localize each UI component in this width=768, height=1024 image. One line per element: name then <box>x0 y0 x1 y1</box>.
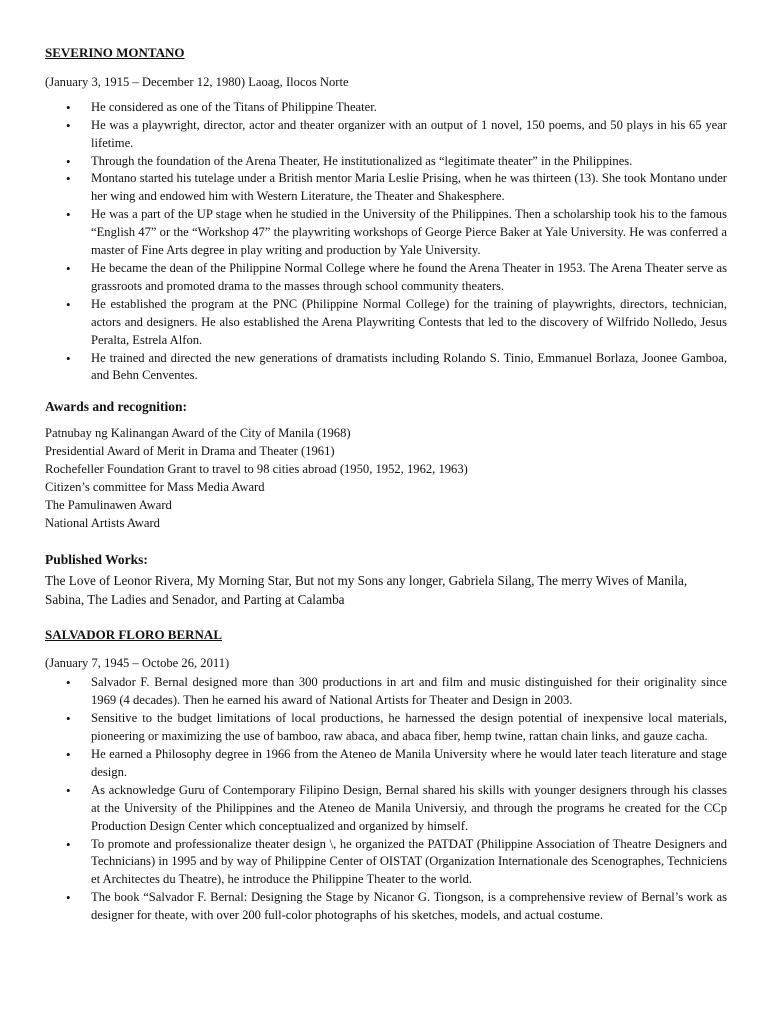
list-item: • Montano started his tutelage under a British mentor Maria Leslie Prising, when he was thirteen (13). She took Montano under her wing and endowed him with Western Literature, the Theater and Shakesphere. <box>91 170 727 206</box>
award-item: Rochefeller Foundation Grant to travel to 98 cities abroad (1950, 1952, 1962, 1963) <box>45 462 468 477</box>
list-item: • The book “Salvador F. Bernal: Designing the Stage by Nicanor G. Tiongson, is a comprehensive review of Bernal’s work as designer for theate, with over 200 full-color photographs of his sketches, models, and actual costume. <box>91 889 727 925</box>
bernal-dates: (January 7, 1945 – Octobe 26, 2011) <box>45 656 230 671</box>
list-item: • He earned a Philosophy degree in 1966 from the Ateneo de Manila University where he would later teach literature and stage design. <box>91 746 727 782</box>
montano-bullet-list <box>45 99 727 386</box>
award-item: Patnubay ng Kalinangan Award of the City of Manila (1968) <box>45 426 351 441</box>
published-works-heading: Published Works: <box>45 551 148 567</box>
section-title-bernal: SALVADOR FLORO BERNAL <box>45 626 222 642</box>
list-item: • He was a part of the UP stage when he studied in the University of the Philippines. Then a scholarship took his to the famous “English 47” or the “Workshop 47” the playwriting workshops of George Pierce Baker at Yale University. He was conferred a master of Fine Arts degree in play writing and production by Yale University. <box>91 206 727 260</box>
list-item: • To promote and professionalize theater design \, he organized the PATDAT (Philippine Association of Theatre Designers and Technicians) in 1995 and by way of Philippine Center of OISTAT (Organization Internationale des Scenographes, Techniciens et Architectes du Theatre), he introduce the Philippine Theater to the world. <box>91 836 727 890</box>
list-item: • He was a playwright, director, actor and theater organizer with an output of 1 novel, 150 poems, and 50 plays in his 65 year lifetime. <box>91 117 727 153</box>
list-item: • Through the foundation of the Arena Theater, He institutionalized as “legitimate theater” in the Philippines. <box>91 153 727 171</box>
document-page <box>45 44 727 925</box>
list-item: • He became the dean of the Philippine Normal College where he found the Arena Theater in 1953. The Arena Theater serve as grassroots and promoted drama to the masses through school community theaters. <box>91 260 727 296</box>
montano-dates: (January 3, 1915 – December 12, 1980) Laoag, Ilocos Norte <box>45 74 349 89</box>
section-title-montano: SEVERINO MONTANO <box>45 45 185 60</box>
awards-heading: Awards and recognition: <box>45 399 188 415</box>
list-item: • Sensitive to the budget limitations of local productions, he harnessed the design potential of inexpensive local materials, pioneering or maximizing the use of bamboo, raw abaca, and abaca fiber, hemp twine, rattan chain links, and gauze cacha. <box>91 710 727 746</box>
published-works-text: The Love of Leonor Rivera, My Morning Star, But not my Sons any longer, Gabriela Silang, The merry Wives of Manila, Sabina, The Ladies and Senador, and Parting at Calamba <box>45 572 688 607</box>
list-item: • He trained and directed the new generations of dramatists including Rolando S. Tinio, Emmanuel Borlaza, Joonee Gamboa, and Behn Cenventes. <box>91 350 727 386</box>
bernal-bullet-list <box>45 674 727 925</box>
awards-list <box>45 425 727 532</box>
list-item: • He established the program at the PNC (Philippine Normal College) for the training of playwrights, directors, technician, actors and designers. He also established the Arena Playwriting Contests that led to the discovery of Wilfrido Nolledo, Jesus Peralta, Estrela Alfon. <box>91 296 727 350</box>
award-item: Presidential Award of Merit in Drama and Theater (1961) <box>45 444 335 459</box>
list-item: • As acknowledge Guru of Contemporary Filipino Design, Bernal shared his skills with younger designers through his classes at the University of the Philippines and the Ateneo de Manila Universiy, and through the programs he created for the CCp Production Design Center which conceptualized and organized by himself. <box>91 782 727 836</box>
list-item: • Salvador F. Bernal designed more than 300 productions in art and film and music distinguished for their originality since 1969 (4 decades). Then he earned his award of National Artists for Theater and Design in 2003. <box>91 674 727 710</box>
award-item: National Artists Award <box>45 515 160 530</box>
award-item: The Pamulinawen Award <box>45 497 172 512</box>
list-item: • He considered as one of the Titans of Philippine Theater. <box>91 99 727 117</box>
award-item: Citizen’s committee for Mass Media Award <box>45 479 265 494</box>
